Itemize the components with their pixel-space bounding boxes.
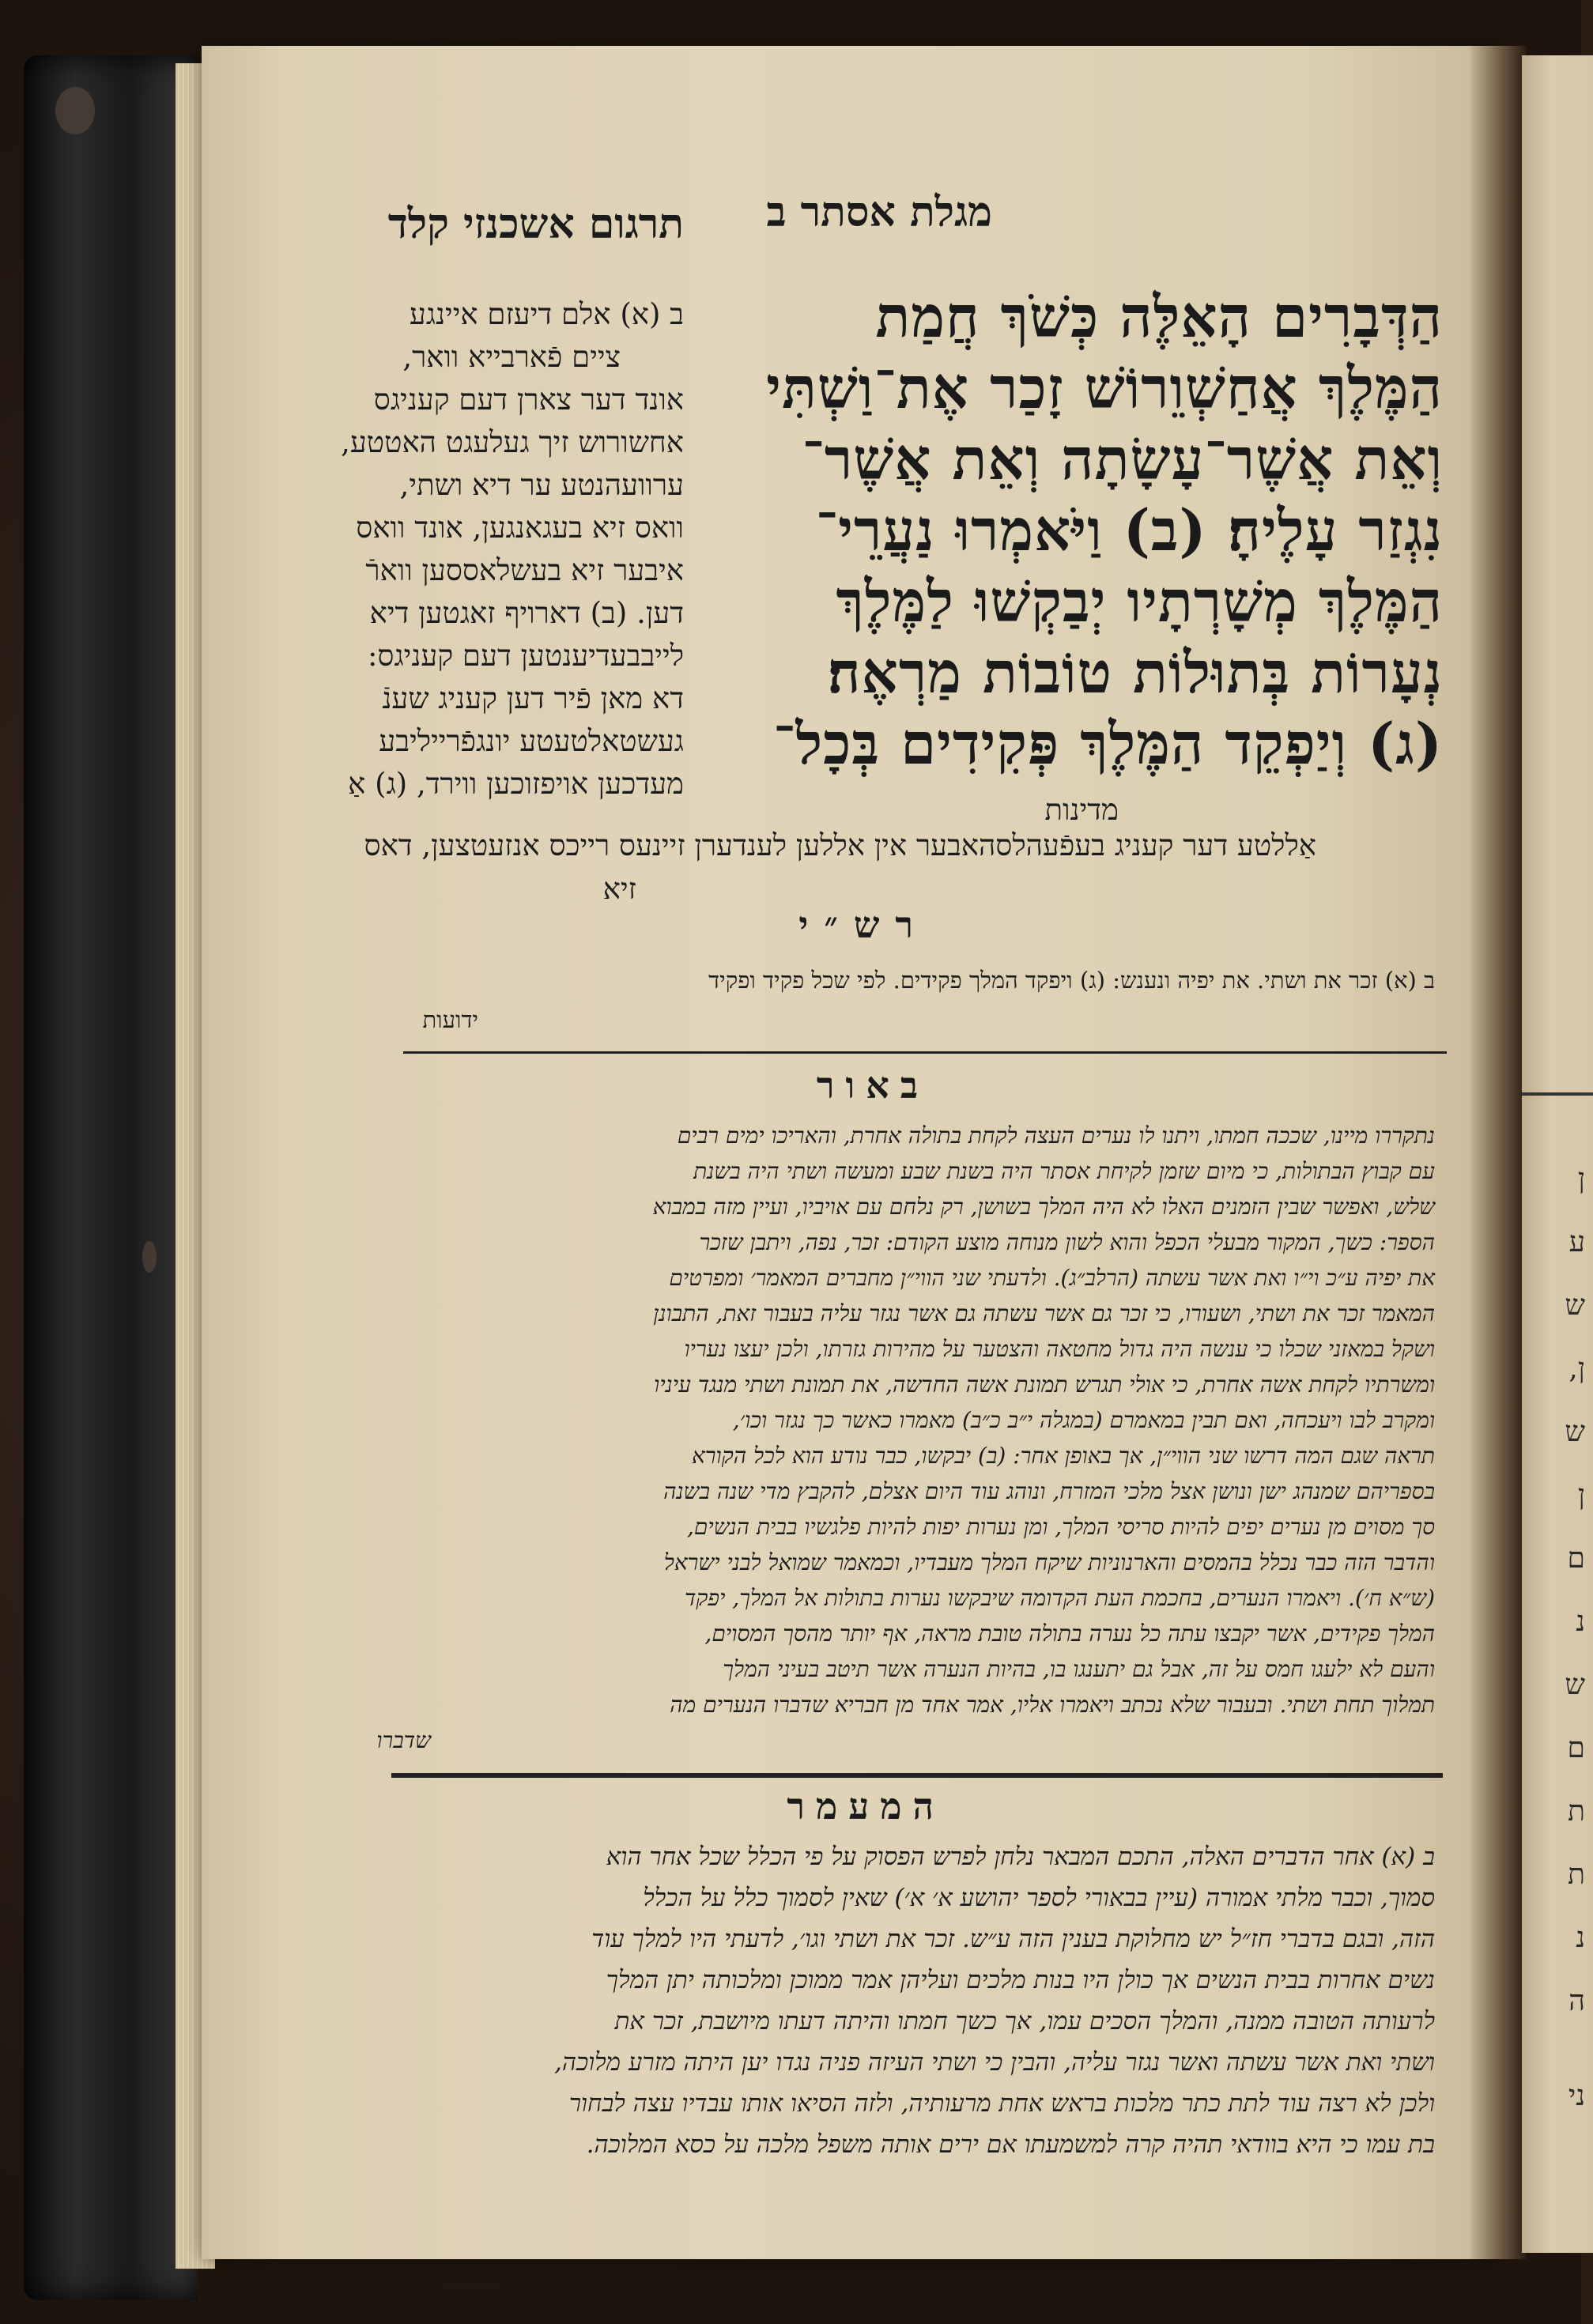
biur-line: ומשרתיו לקחת אשה אחרת, כי אולי תגרש תמונת אשה החדשה, את תמונת ושתי מנגד עיניו xyxy=(654,1371,1435,1398)
rashi-line: ידועות xyxy=(422,1006,478,1033)
facing-fragment: ן, xyxy=(1568,1353,1585,1385)
biur-line: המלך פקידים, אשר יקבצו עתה כל נערה בתולה טובת מראה, אף יותר מהסך המסוים, xyxy=(704,1620,1435,1647)
verse-line: הַדְּבָרִים הָאֵלֶּה כְּשֹׁךְ חֲמַת xyxy=(875,283,1443,350)
verse-line: נְעָרוֹת בְּתוּלוֹת טוֹבוֹת מַרְאֶה׃ xyxy=(827,639,1443,706)
facing-fragment: ני xyxy=(1568,2080,1585,2112)
verse-catchword: מדינות xyxy=(1044,793,1119,827)
biur-line: ושקל במאזני שכלו כי ענשה היה גדול מחטאה והצטער על מהירות גזרתו, ולכן יעצו נעריו xyxy=(684,1336,1435,1362)
verse-line: וְאֵת אֲשֶׁר־עָשָׂתָה וְאֵת אֲשֶׁר־ xyxy=(802,425,1443,492)
facing-rule xyxy=(1522,1092,1593,1096)
facing-fragment: ם xyxy=(1567,1542,1585,1575)
facing-fragment: נ xyxy=(1576,1922,1585,1954)
translation-line: איבער זיא בעשלאססען ווארֿ xyxy=(365,553,684,587)
facing-page-edge xyxy=(1522,55,1593,2253)
translation-line: לייבבעדיענטען דעם קעניגס: xyxy=(367,639,684,673)
biur-line: עם קבוץ הבתולות, כי מיום שזמן לקיחת אסתר היה בשנת שבע ומעשה ושתי היה בשנת xyxy=(693,1158,1435,1184)
book-cover xyxy=(24,55,198,2300)
section-rule-thick xyxy=(391,1773,1443,1778)
biur-line: נתקררו מיינו, שככה חמתו, ויתנו לו נערים העצה לקחת בתולה אחרת, והאריכו ימים רבים xyxy=(677,1122,1435,1149)
facing-fragment: ת xyxy=(1568,1795,1585,1828)
translation-line: ב (א) אלם דיעזם איינגע xyxy=(409,297,684,331)
verse-line: הַמֶּלֶךְ אֲחַשְׁוֵרוֹשׁ זָכַר אֶת־וַשְׁתִּי xyxy=(766,354,1443,421)
section-rule xyxy=(403,1051,1447,1054)
translation-line: וואס זיא בעגאנגען, אונד וואס xyxy=(356,511,684,545)
translation-line: מעדכען אויפזוכען ווירד, (ג) אַ xyxy=(348,767,684,801)
facing-fragment: נ xyxy=(1576,1605,1585,1638)
translation-line: אחשורוש זיך געלעגט האטטע, xyxy=(341,425,684,459)
left-page xyxy=(202,46,1498,2259)
verse-line: (ג) וְיַפְקֵד הַמֶּלֶךְ פְּקִידִים בְּכָל־ xyxy=(772,710,1443,777)
biur-line: והדבר הזה כבר נכלל בהמסים והארנוניות שיקח המלך מעבדיו, וכמאמר שמואל לבני ישראל xyxy=(663,1549,1435,1575)
meamar-line: נשים אחרות בבית הנשים אך כולן היו בנות מלכים ועליהן אמר ממוכן ומלכותה יתן המלך xyxy=(606,1966,1435,1994)
facing-fragment: ן xyxy=(1577,1163,1585,1195)
facing-fragment: ש xyxy=(1565,1289,1585,1322)
meamar-line: ושתי ואת אשר עשתה ואשר נגזר עליה, והבין כי ושתי העיזה פניה נגדו יען היתה מזרע מלוכה, xyxy=(554,2048,1435,2077)
biur-line: תראה שגם המה דרשו שני הווי״ן, אך באופן אחר: (ב) יבקשו, כבר נודע הוא לכל הקורא xyxy=(691,1443,1435,1469)
facing-fragment: ן xyxy=(1577,1479,1585,1511)
rashi-title: רש״י xyxy=(798,904,929,946)
translation-line: דא מאן פֿיר דען קעניג שענֿ xyxy=(382,681,684,715)
cover-wear xyxy=(55,87,95,134)
translation-line: ערוועהנטע ער דיא ושתי, xyxy=(399,468,684,502)
facing-fragment: ש xyxy=(1565,1416,1585,1448)
facing-fragment: ע xyxy=(1568,1226,1585,1258)
biur-line: (ש״א ח׳). ויאמרו הנערים, בחכמת העת הקדומה שיבקשו נערות בתולות אל המלך, יפקד xyxy=(684,1585,1435,1611)
meamar-line: ב (א) אחר הדברים האלה, התכם המבאר נלחן לפרש הפסוק על פי הכלל שכל אחר הוא xyxy=(606,1843,1435,1871)
meamar-line: לרעותה הטובה ממנה, והמלך הסכים עמו, אך כשך חמתו והיתה דעתו מיושבת, זכר את xyxy=(614,2007,1435,2035)
biur-line: תמלוך תחת ושתי. ובעבור שלא נכתב ויאמרו אליו, אמר אחד מן חבריא שדברו הנערים מה xyxy=(670,1692,1435,1718)
biur-line: המאמר זכר את ושתי, ושעורו, כי זכר גם אשר עשתה גם אשר נגזר עליה בעבור זאת, התבונן xyxy=(653,1300,1435,1326)
meamar-line: ולכן לא רצה עוד לתת כתר מלכות בראש אחת מרעותיה, ולזה הסיאו אותו עבדיו עצה לבחור xyxy=(568,2089,1435,2118)
biur-line: שדברו xyxy=(376,1727,431,1753)
facing-fragment: ת xyxy=(1568,1858,1585,1891)
translation-line: געשטאלטעטע יונגפֿרייליבע xyxy=(379,724,684,758)
facing-fragment: ה xyxy=(1568,1985,1585,2017)
meamar-line: הזה, ובגם בדברי חז״ל יש מחלוקת בענין הזה ע״ש. זכר את ושתי וגו׳, לדעתי היו למלך עוד xyxy=(591,1925,1435,1953)
biur-line: ומקרב לבו ויעכחה, ואם תבין במאמרם (במגלה י״ב כ״ב) מאמרו כאשר כך נגזר וכו׳, xyxy=(732,1407,1435,1433)
cover-wear xyxy=(142,1241,157,1273)
facing-fragment: ם xyxy=(1567,1732,1585,1764)
translation-line: אונד דער צארן דעם קעניגס xyxy=(373,383,684,417)
meamar-title: המעמר xyxy=(787,1785,945,1828)
translation-catchword: זיא xyxy=(602,872,636,906)
header-right: מגלת אסתר ב xyxy=(766,188,992,236)
translation-line: דען. (ב) דארויף זאגטען דיא xyxy=(369,596,684,630)
facing-fragment: ש xyxy=(1565,1669,1585,1701)
header-left: תרגום אשכנזי קלד xyxy=(387,200,684,248)
book-gutter xyxy=(1470,46,1526,2259)
biur-line: סך מסוים מן נערים יפים להיות סריסי המלך, ומן נערות יפות להיות פלגשיו בבית הנשים, xyxy=(687,1514,1435,1540)
biur-line: שלש, ואפשר שבין הזמנים האלו לא היה המלך בשושן, רק נלחם עם אויביו, ועיין מזה במבוא xyxy=(652,1194,1435,1220)
biur-line: הספר: כשך, המקור מבעלי הכפל והוא לשון מנוחה מוצע הקודם: זכר, נפה, ויתבן שזכר xyxy=(699,1229,1435,1255)
meamar-line: בת עמו כי היא בוודאי תהיה קרה למשמעתו אם ירים אותה משפל מלכה על כסא המלוכה. xyxy=(586,2130,1435,2159)
translation-full-line: אַללטע דער קעניג בעפֿעהלסהאבער אין אללען לענדערן זיינעס רייכס אנזעטצען, דאס xyxy=(364,828,1316,862)
rashi-line: ב (א) זכר את ושתי. את יפיה ונענש: (ג) ויפקד המלך פקידים. לפי שכל פקיד ופקיד xyxy=(708,967,1435,994)
verse-line: נִגְזַר עָלֶיהָ׃ (ב) וַיֹּאמְרוּ נַעֲרֵי־ xyxy=(815,496,1443,564)
biur-line: בספריהם שמנהג ישן ונושן אצל מלכי המזרח, ונוהג עוד היום אצלם, להקבץ מדי שנה בשנה xyxy=(663,1478,1435,1504)
meamar-line: סמוך, וכבר מלתי אמורה (עיין בבאורי לספר יהושע א׳ א׳) שאין לסמוך כלל על הכלל xyxy=(643,1884,1435,1912)
translation-line: ציים פֿארבייא וואר, xyxy=(402,340,621,374)
biur-title: באור xyxy=(816,1064,929,1107)
biur-line: והעם לא ילעגו חמס על זה, אבל גם יתענגו בו, בהיות הנערה אשר תיטב בעיני המלך xyxy=(723,1656,1435,1682)
biur-line: את יפיה ע״כ וי״ו ואת אשר עשתה (הרלב״ג). ולדעתי שני הווי״ן מחברים המאמר׳ ומפרטים xyxy=(669,1265,1435,1291)
verse-line: הַמֶּלֶךְ מְשָׁרְתָיו יְבַקְשׁוּ לַמֶּלֶךְ xyxy=(836,568,1443,635)
